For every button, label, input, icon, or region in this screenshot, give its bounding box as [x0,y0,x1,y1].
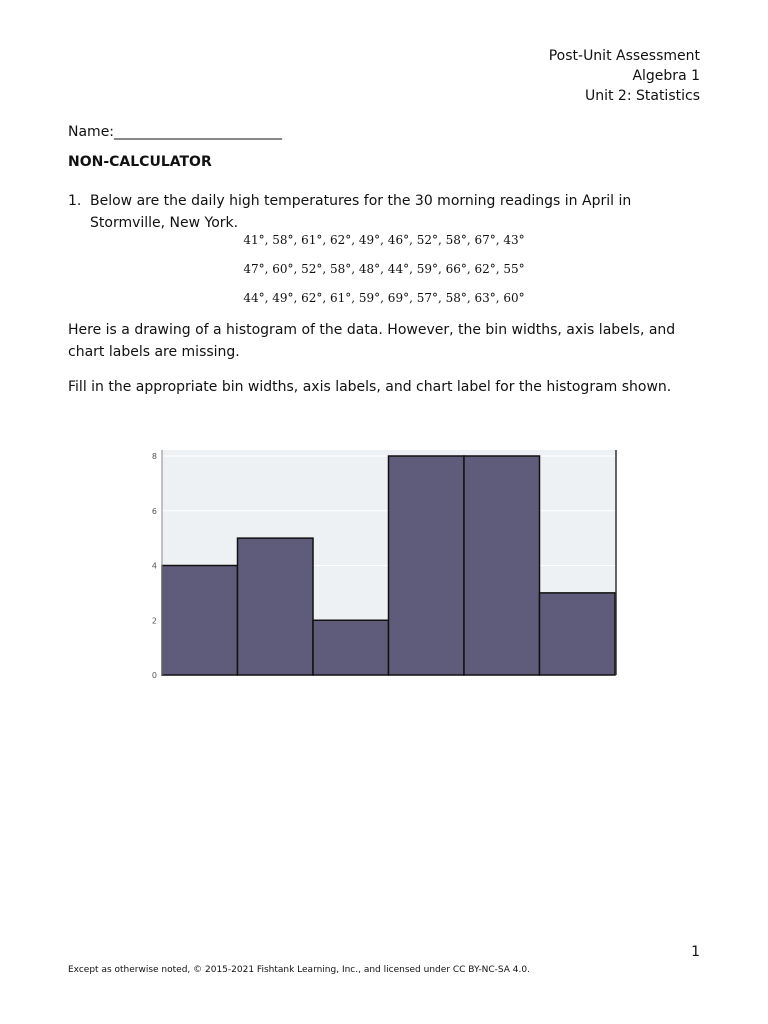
name-field[interactable]: Name:________________________ [68,124,283,140]
section-title: NON-CALCULATOR [68,154,212,170]
temps-row-2: 47°, 60°, 52°, 58°, 48°, 44°, 59°, 66°, 62°, 55° [243,262,525,276]
temps-row-1: 41°, 58°, 61°, 62°, 49°, 46°, 52°, 58°, 67°, 43° [243,233,525,247]
histogram-chart [146,447,624,682]
y-tick-label: 2 [151,616,157,626]
temps-row-3: 44°, 49°, 62°, 61°, 59°, 69°, 57°, 58°, 63°, 60° [243,291,525,305]
histogram-bar [540,593,616,675]
histogram-bar [313,620,389,675]
question-number: 1. [68,193,82,209]
y-tick-label: 8 [151,452,157,461]
histogram-svg [146,447,624,682]
header-unit: Unit 2: Statistics [584,88,700,104]
histogram-intro-paragraph: Here is a drawing of a histogram of the data. However, the bin widths, axis labels, and chart labels are missing. [68,322,676,360]
document-header [549,46,700,106]
footer-copyright: Except as otherwise noted, © 2015-2021 Fishtank Learning, Inc., and licensed under CC BY-NC-SA 4.0. [68,965,530,975]
header-course: Algebra 1 [632,68,700,84]
histogram-bar [389,456,465,675]
histogram-bar [162,566,238,676]
question-text: Below are the daily high temperatures for the 30 morning readings in April in Stormville, New York. [90,193,632,231]
header-title: Post-Unit Assessment [548,48,700,64]
y-tick-label: 0 [151,671,157,680]
y-tick-label: 6 [151,506,157,516]
histogram-bar [238,538,314,675]
y-tick-label: 4 [151,561,157,571]
histogram-bar [464,456,540,675]
question-1 [68,190,700,234]
page-number: 1 [691,944,700,960]
instruction-paragraph: Fill in the appropriate bin widths, axis labels, and chart label for the histogram shown. [68,379,672,395]
